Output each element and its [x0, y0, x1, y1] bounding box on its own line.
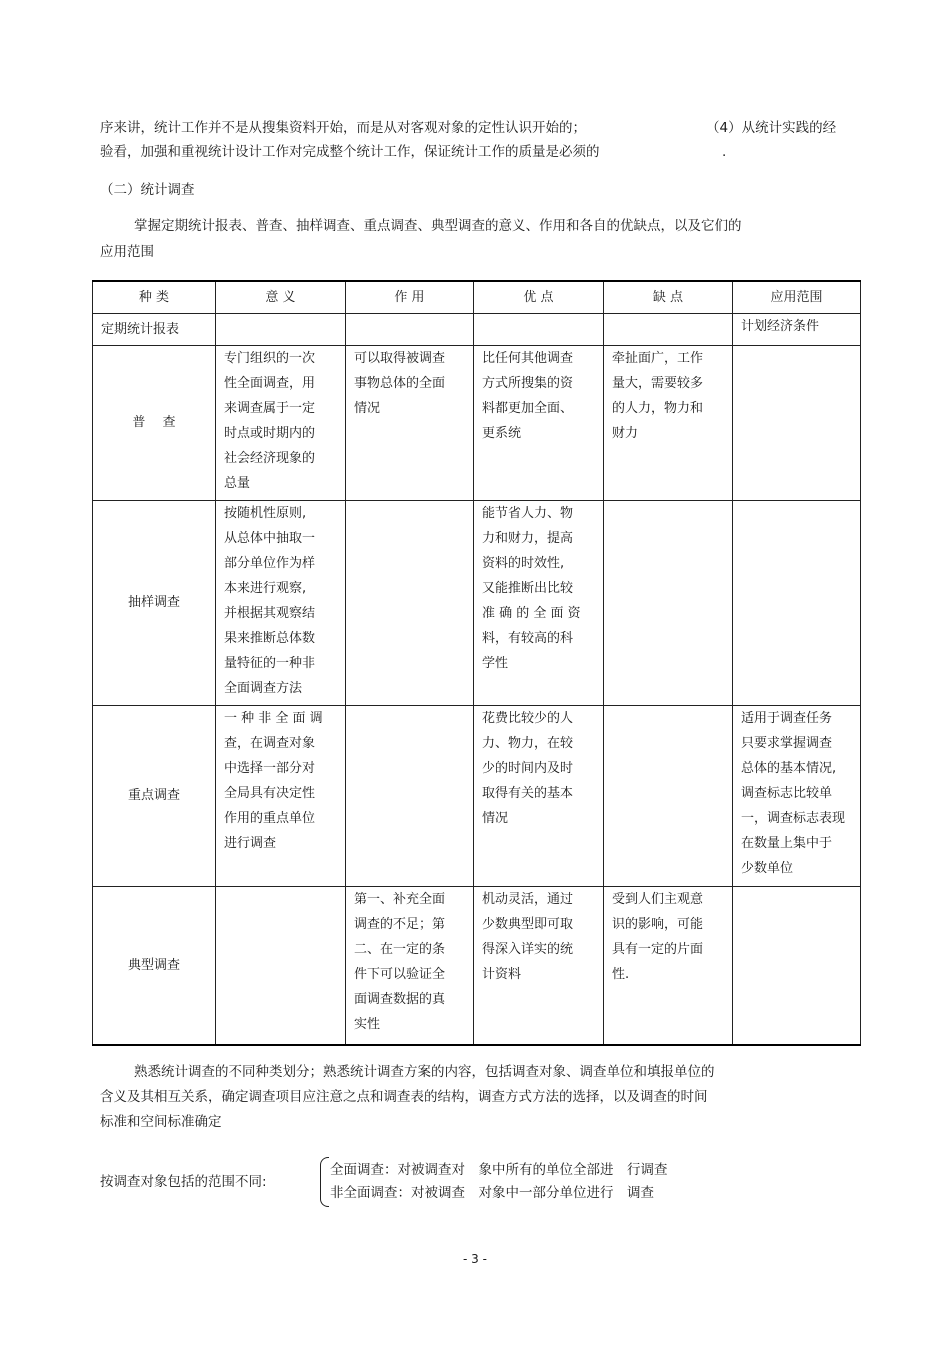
cell-line: 全面调查方法 — [224, 680, 303, 696]
partial-survey-definition: 非全面调查：对被调查 对象中一部分单位进行 调查 — [330, 1185, 654, 1201]
table-row — [93, 345, 861, 500]
cell-line: 只要求掌握调查 — [741, 735, 833, 751]
header-cell: 缺 点 — [604, 281, 733, 313]
meaning-cell — [216, 705, 346, 886]
cell-line: 情况 — [482, 810, 509, 826]
table-row — [93, 313, 861, 345]
kind-cell: 重点调查 — [93, 705, 216, 886]
cell-line: 调查的不足；第 — [354, 916, 446, 932]
text-line: 序来讲，统计工作并不是从搜集资料开始，而是从对客观对象的定性认识开始的； — [100, 120, 586, 136]
cell-line: 的人力，物力和 — [612, 400, 704, 416]
role-cell — [346, 500, 474, 705]
cell-line: 性. — [612, 966, 630, 982]
meaning-cell — [216, 313, 346, 345]
classification-label: 按调查对象包括的范围不同: — [100, 1174, 267, 1190]
cell-line: 机动灵活，通过 — [482, 891, 574, 907]
kind-cell: 定期统计报表 — [93, 313, 216, 345]
cell-line: 事物总体的全面 — [354, 375, 446, 391]
header-cell: 种 类 — [93, 281, 216, 313]
cell-line: 又能推断出比较 — [482, 580, 574, 596]
cell-line: 少数单位 — [741, 860, 794, 876]
cell-line: 一 种 非 全 面 调 — [224, 710, 323, 726]
cell-line: 情况 — [354, 400, 381, 416]
cell-line: 资料的时效性, — [482, 555, 565, 571]
role-cell — [346, 886, 474, 1045]
cell-line: 专门组织的一次 — [224, 350, 316, 366]
text-line: 验看，加强和重视统计设计工作对完成整个统计工作，保证统计工作的质量是必须的 — [100, 144, 600, 160]
text-line: 掌握定期统计报表、普查、抽样调查、重点调查、典型调查的意义、作用和各自的优缺点，以及它们的 — [134, 218, 742, 234]
cell-line: 果来推断总体数 — [224, 630, 316, 646]
cell-line: 中选择一部分对 — [224, 760, 316, 776]
cell-line: 得深入详实的统 — [482, 941, 574, 957]
text-line: 含义及其相互关系，确定调查项目应注意之点和调查表的结构，调查方式方法的选择，以及调查的时间 — [100, 1089, 708, 1105]
cell-line: 识的影响，可能 — [612, 916, 704, 932]
cell-line: 计资料 — [482, 966, 522, 982]
text-line: （4）从统计实践的经 — [706, 120, 837, 136]
survey-types-table — [92, 280, 861, 1046]
header-cell: 应用范围 — [733, 281, 861, 313]
header-cell: 意 义 — [216, 281, 346, 313]
header-cell: 优 点 — [474, 281, 604, 313]
cell-line: 实性 — [354, 1016, 381, 1032]
scope-cell — [733, 886, 861, 1045]
cell-line: 作用的重点单位 — [224, 810, 316, 826]
cons-cell — [604, 313, 733, 345]
cell-line: 方式所搜集的资 — [482, 375, 574, 391]
table-header-row — [93, 281, 861, 313]
scope-cell — [733, 345, 861, 500]
kind-cell: 典型调查 — [93, 886, 216, 1045]
section-heading: （二）统计调查 — [100, 182, 195, 198]
cell-line: 料都更加全面、 — [482, 400, 574, 416]
cons-cell — [604, 500, 733, 705]
role-cell — [346, 345, 474, 500]
cell-line: 本来进行观察, — [224, 580, 307, 596]
header-cell: 作 用 — [346, 281, 474, 313]
text-line: 应用范围 — [100, 244, 154, 260]
text-line: 标准和空间标准确定 — [100, 1114, 222, 1130]
full-survey-definition: 全面调查：对被调查对 象中所有的单位全部进 行调查 — [330, 1162, 668, 1178]
cell-line: 二、在一定的条 — [354, 941, 446, 957]
scope-cell — [733, 313, 861, 345]
cell-line: 能节省人力、物 — [482, 505, 574, 521]
cell-line: 件下可以验证全 — [354, 966, 446, 982]
cell-line: 面调查数据的真 — [354, 991, 446, 1007]
text-line: 熟悉统计调查的不同种类划分；熟悉统计调查方案的内容，包括调查对象、调查单位和填报单位的 — [134, 1064, 715, 1080]
cell-line: 计划经济条件 — [741, 318, 820, 334]
page-number: - 3 - — [463, 1252, 487, 1266]
cell-line: 花费比较少的人 — [482, 710, 574, 726]
cell-line: 查，在调查对象 — [224, 735, 316, 751]
scope-cell — [733, 500, 861, 705]
cell-line: 部分单位作为样 — [224, 555, 316, 571]
scope-cell — [733, 705, 861, 886]
cell-line: 更系统 — [482, 425, 522, 441]
table-row — [93, 705, 861, 886]
cell-line: 料，有较高的科 — [482, 630, 574, 646]
cell-line: 量特征的一种非 — [224, 655, 316, 671]
cell-line: 从总体中抽取一 — [224, 530, 316, 546]
cell-line: 可以取得被调查 — [354, 350, 446, 366]
role-cell — [346, 313, 474, 345]
pros-cell — [474, 500, 604, 705]
cell-line: 比任何其他调查 — [482, 350, 574, 366]
cons-cell — [604, 886, 733, 1045]
text-line: . — [722, 144, 727, 160]
role-cell — [346, 705, 474, 886]
pros-cell — [474, 345, 604, 500]
cell-line: 并根据其观察结 — [224, 605, 316, 621]
cell-line: 少数典型即可取 — [482, 916, 574, 932]
cell-line: 学性 — [482, 655, 509, 671]
pros-cell — [474, 705, 604, 886]
cell-line: 时点或时期内的 — [224, 425, 316, 441]
pros-cell — [474, 313, 604, 345]
meaning-cell — [216, 886, 346, 1045]
meaning-cell — [216, 345, 346, 500]
cell-line: 财力 — [612, 425, 639, 441]
kind-cell: 普 查 — [93, 345, 216, 500]
cell-line: 按随机性原则, — [224, 505, 307, 521]
cell-line: 准 确 的 全 面 资 — [482, 605, 581, 621]
cell-line: 少的时间内及时 — [482, 760, 574, 776]
cell-line: 受到人们主观意 — [612, 891, 704, 907]
cell-line: 总量 — [224, 475, 251, 491]
cell-line: 进行调查 — [224, 835, 277, 851]
cons-cell — [604, 705, 733, 886]
cell-line: 总体的基本情况, — [741, 760, 837, 776]
cell-line: 适用于调查任务 — [741, 710, 833, 726]
cell-line: 牵扯面广，工作 — [612, 350, 704, 366]
pros-cell — [474, 886, 604, 1045]
table-row — [93, 500, 861, 705]
cell-line: 一，调查标志表现 — [741, 810, 846, 826]
meaning-cell — [216, 500, 346, 705]
cell-line: 社会经济现象的 — [224, 450, 316, 466]
cell-line: 在数量上集中于 — [741, 835, 833, 851]
cell-line: 第一、补充全面 — [354, 891, 446, 907]
cons-cell — [604, 345, 733, 500]
table-row — [93, 886, 861, 1045]
cell-line: 性全面调查，用 — [224, 375, 316, 391]
cell-line: 具有一定的片面 — [612, 941, 704, 957]
cell-line: 力和财力，提高 — [482, 530, 574, 546]
cell-line: 全局具有决定性 — [224, 785, 316, 801]
cell-line: 取得有关的基本 — [482, 785, 574, 801]
kind-cell: 抽样调查 — [93, 500, 216, 705]
cell-line: 力、物力，在较 — [482, 735, 574, 751]
brace-icon — [320, 1157, 329, 1207]
cell-line: 来调查属于一定 — [224, 400, 316, 416]
cell-line: 量大，需要较多 — [612, 375, 704, 391]
cell-line: 调查标志比较单 — [741, 785, 833, 801]
